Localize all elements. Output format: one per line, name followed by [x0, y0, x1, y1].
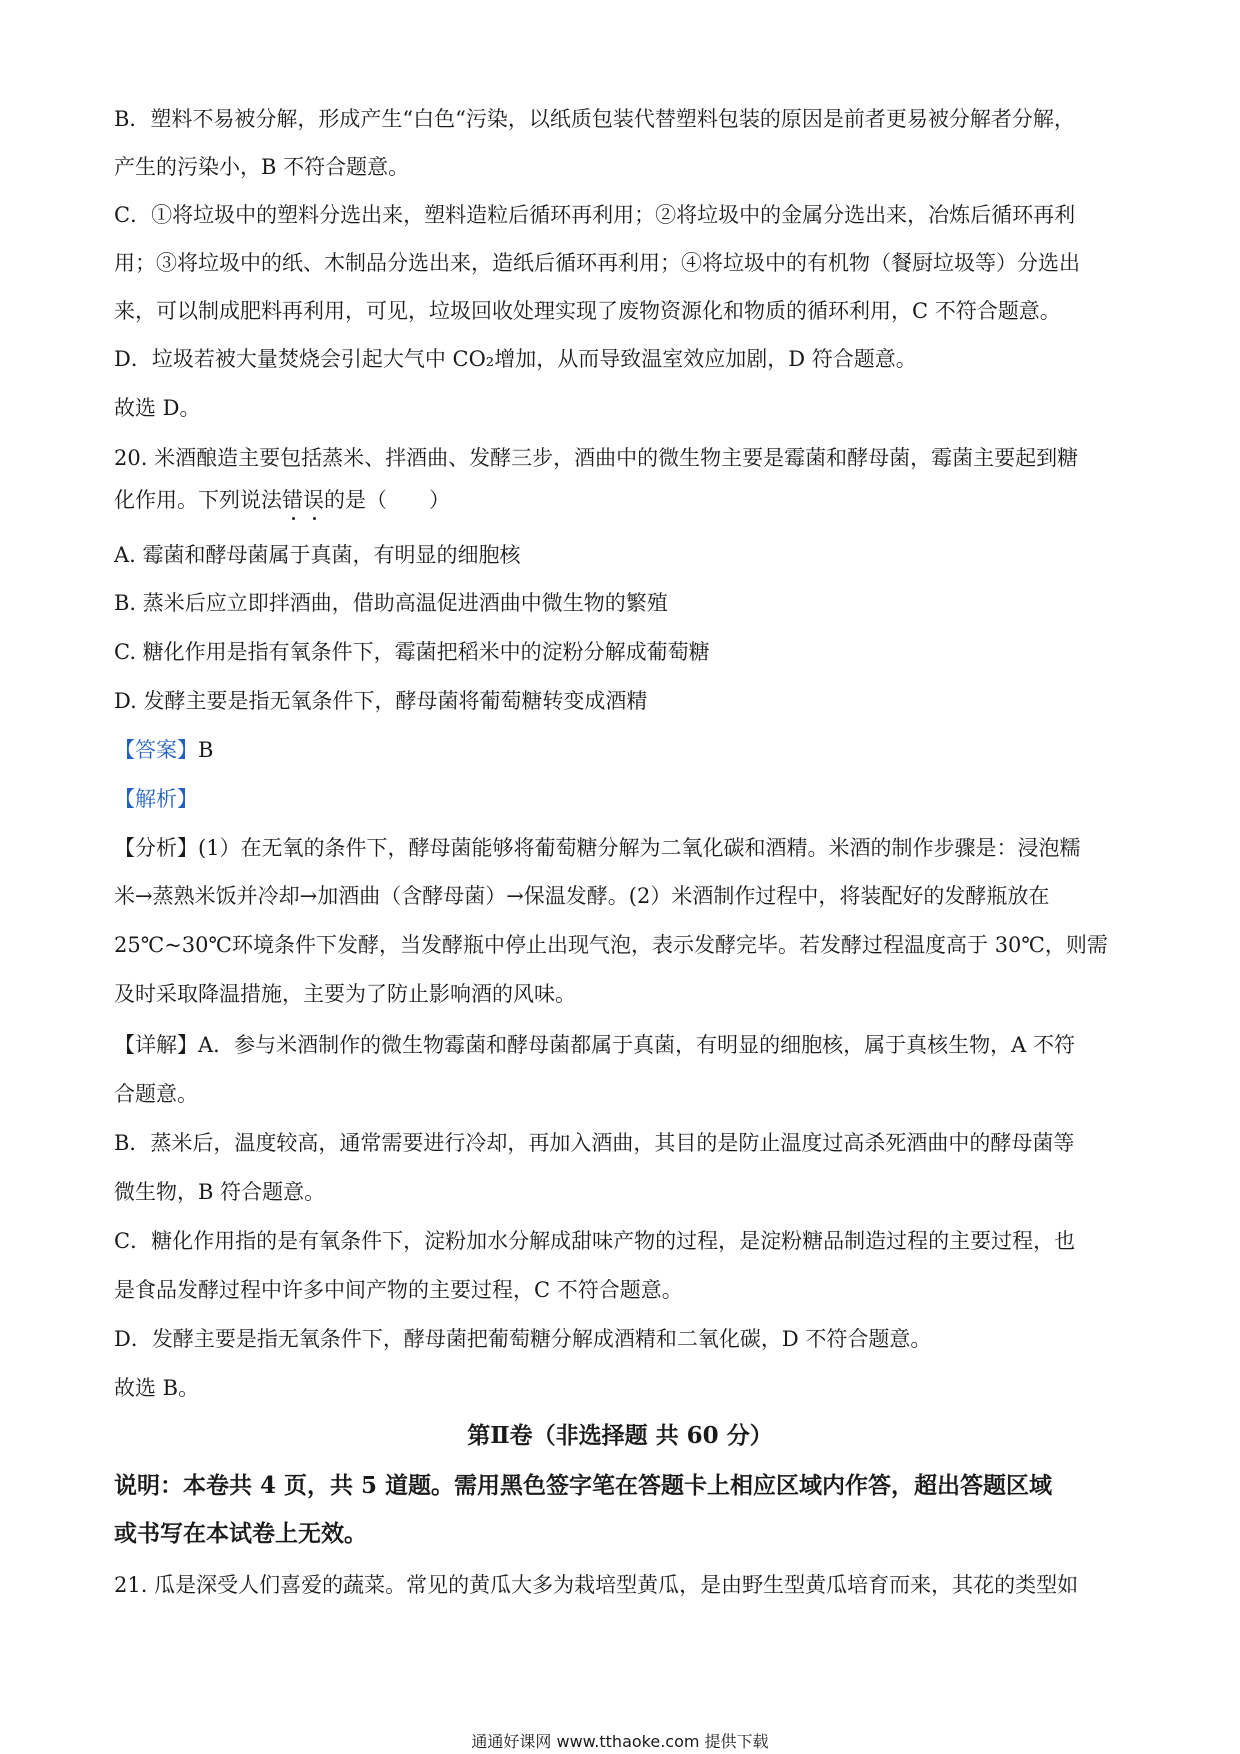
analysis-line: B．蒸米后，温度较高，通常需要进行冷却，再加入酒曲，其目的是防止温度过高杀死酒曲中的酵母菌等 [114, 1131, 1075, 1155]
analysis-line: D．发酵主要是指无氧条件下，酵母菌把葡萄糖分解成酒精和二氧化碳，D 不符合题意。 [114, 1327, 932, 1351]
stem-text: 的是（ ） [324, 488, 450, 512]
option-c: C. 糖化作用是指有氧条件下，霉菌把稻米中的淀粉分解成葡萄糖 [114, 640, 710, 664]
answer-line [114, 735, 1124, 765]
stem-text: 化作用。下列说法 [114, 488, 282, 512]
analysis-line: 合题意。 [114, 1082, 198, 1106]
analysis-line: 微生物，B 符合题意。 [114, 1180, 326, 1204]
text-line: 来，可以制成肥料再利用，可见，垃圾回收处理实现了废物资源化和物质的循环利用，C 不符合题意。 [114, 299, 1061, 323]
question-21-stem: 21. 瓜是深受人们喜爱的蔬菜。常见的黄瓜大多为栽培型黄瓜，是由野生型黄瓜培育而来，其花的类型如 [114, 1573, 1079, 1597]
text-line: B．塑料不易被分解，形成产生“白色“污染，以纸质包装代替塑料包装的原因是前者更易被分解者分解， [114, 107, 1075, 131]
answer-value: B [198, 738, 214, 762]
section-note: 说明：本卷共 4 页，共 5 道题。需用黑色签字笔在答题卡上相应区域内作答，超出答题区域 [114, 1472, 1053, 1499]
option-a: A. 霉菌和酵母菌属于真菌，有明显的细胞核 [114, 543, 521, 567]
text-line: 产生的污染小，B 不符合题意。 [114, 155, 410, 179]
answer-tag: 【答案】 [114, 738, 198, 762]
section-title: 第Ⅱ卷（非选择题 共 60 分） [467, 1422, 773, 1449]
question-20-stem-line-2 [114, 485, 1124, 515]
analysis-line: C．糖化作用指的是有氧条件下，淀粉加水分解成甜味产物的过程，是淀粉糖品制造过程的主要过程，也 [114, 1229, 1076, 1253]
analysis-tag-label: 【解析】 [114, 787, 198, 811]
analysis-line: 【详解】A．参与米酒制作的微生物霉菌和酵母菌都属于真菌，有明显的细胞核，属于真核生物，A 不符 [114, 1033, 1076, 1057]
emphasis-char: 错 [282, 488, 303, 512]
option-b: B. 蒸米后应立即拌酒曲，借助高温促进酒曲中微生物的繁殖 [114, 591, 668, 615]
analysis-tag [114, 784, 1124, 814]
section-note: 或书写在本试卷上无效。 [114, 1520, 367, 1547]
analysis-line: 【分析】(1）在无氧的条件下，酵母菌能够将葡萄糖分解为二氧化碳和酒精。米酒的制作步骤是：浸泡糯 [114, 836, 1081, 860]
text-line: C．①将垃圾中的塑料分选出来，塑料造粒后循环再利用；②将垃圾中的金属分选出来，冶炼后循环再利 [114, 203, 1076, 227]
analysis-line: 及时采取降温措施，主要为了防止影响酒的风味。 [114, 982, 576, 1006]
emphasis-char: 误 [303, 488, 324, 512]
question-20-stem: 20. 米酒酿造主要包括蒸米、拌酒曲、发酵三步，酒曲中的微生物主要是霉菌和酵母菌，霉菌主要起到糖 [114, 446, 1079, 470]
analysis-line: 25℃~30℃环境条件下发酵，当发酵瓶中停止出现气泡，表示发酵完毕。若发酵过程温度高于 30℃，则需 [114, 933, 1108, 957]
analysis-line: 故选 B。 [114, 1376, 200, 1400]
text-line: 故选 D。 [114, 396, 201, 420]
analysis-line: 是食品发酵过程中许多中间产物的主要过程，C 不符合题意。 [114, 1278, 683, 1302]
page-footer: 通通好课网 www.tthaoke.com 提供下载 [471, 1732, 769, 1751]
option-d: D. 发酵主要是指无氧条件下，酵母菌将葡萄糖转变成酒精 [114, 689, 648, 713]
text-line: 用；③将垃圾中的纸、木制品分选出来，造纸后循环再利用；④将垃圾中的有机物（餐厨垃圾等）分选出 [114, 251, 1080, 275]
analysis-line: 米→蒸熟米饭并冷却→加酒曲（含酵母菌）→保温发酵。(2）米酒制作过程中，将装配好的发酵瓶放在 [114, 884, 1050, 908]
text-line: D．垃圾若被大量焚烧会引起大气中 CO₂增加，从而导致温室效应加剧，D 符合题意。 [114, 347, 917, 371]
